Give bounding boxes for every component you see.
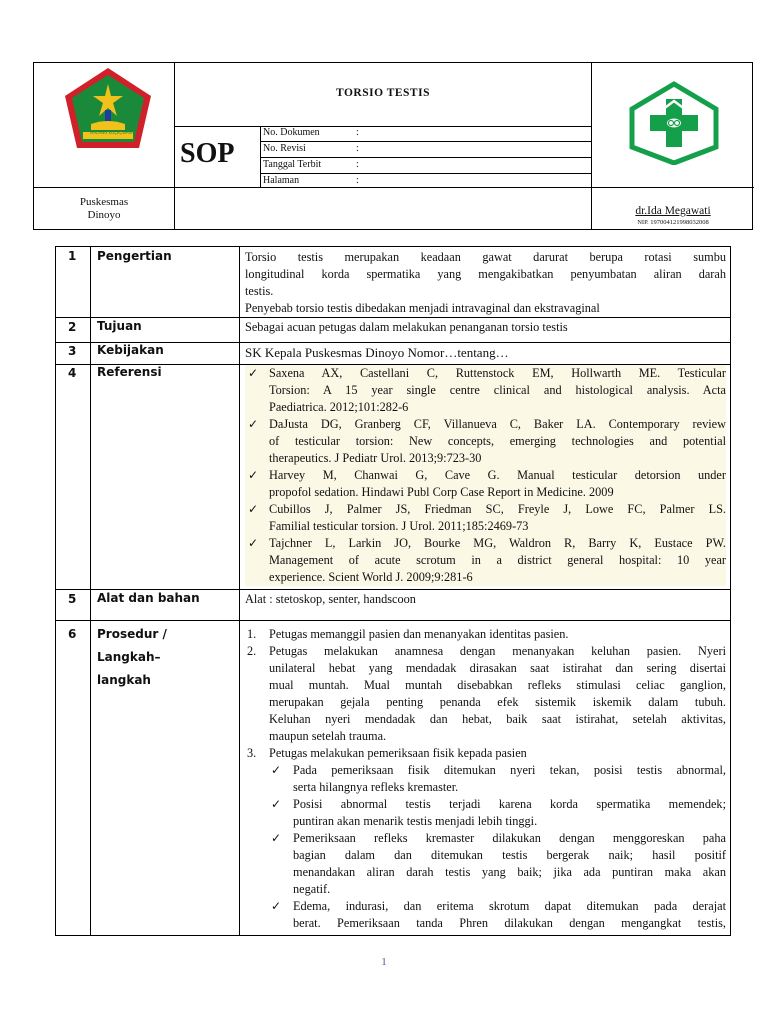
- check-icon: ✓: [248, 502, 259, 516]
- section-number: 4: [68, 366, 77, 380]
- sop-header-table: [33, 62, 753, 230]
- signatory-name: dr.Ida Megawati: [635, 205, 711, 217]
- policy-text: SK Kepala Puskesmas Dinoyo Nomor…tentang…: [245, 345, 509, 360]
- page-field: Halaman :: [263, 175, 359, 186]
- procedure-substep: ✓ Pada pemeriksaan fisik ditemukan nyeri tekan, posisi testis abnormal, serta hilangnya refleks kremaster.: [271, 763, 726, 794]
- purpose-text: Sebagai acuan petugas dalam melakukan penanganan torsio testis: [245, 320, 568, 334]
- equipment-text: Alat : stetoskop, senter, handscoon: [245, 592, 416, 606]
- section-label-alat-dan-bahan: Alat dan bahan: [97, 591, 200, 605]
- signatory-nip: NIP. 197004121998032008: [637, 219, 709, 226]
- page-number: 1: [381, 956, 387, 968]
- definition-text: Torsio testis merupakan keadaan gawat darurat berupa rotasi sumbu longitudinal korda spermatika yang mengakibatkan penyumbatan aliran darah testis. Penyebab torsio testis dibedakan menjadi intravaginal dan ekstravaginal: [245, 250, 726, 315]
- emblem-motto: MALANG KUÇEÇWARA: [90, 130, 134, 135]
- section-label-tujuan: Tujuan: [97, 319, 142, 333]
- procedure-substep: ✓ Posisi abnormal testis terjadi karena korda spermatika memendek; puntiran akan menarik testis menjadi lebih tinggi.: [271, 797, 726, 828]
- section-label-kebijakan: Kebijakan: [97, 343, 164, 357]
- puskesmas-logo: [628, 81, 720, 165]
- document-info-fields: [260, 126, 592, 189]
- signatory-block: [592, 205, 754, 226]
- reference-item: ✓ Saxena AX, Castellani C, Ruttenstock EM, Hollwarth ME. Testicular Torsion: A 15 year single centre clinical and histological analysis. Acta Paediatrica. 2012;101:282-6: [248, 366, 726, 414]
- check-icon: ✓: [271, 831, 282, 845]
- procedure-substep: ✓ Pemeriksaan refleks kremaster dilakukan dengan menggoreskan paha bagian dalam dan ditemukan testis bergerak naik; hasil positif menandakan aliran darah testis yang baik; jika ada puntiran maka akan negatif.: [271, 831, 726, 896]
- section-label-referensi: Referensi: [97, 365, 162, 379]
- check-icon: ✓: [271, 899, 282, 913]
- check-icon: ✓: [271, 763, 282, 777]
- check-icon: ✓: [248, 366, 259, 380]
- procedure-step: 3. Petugas melakukan pemeriksaan fisik kepada pasien: [247, 746, 527, 760]
- issue-date-field: Tanggal Terbit :: [260, 158, 592, 174]
- procedure-steps: [245, 626, 726, 932]
- document-title: TORSIO TESTIS: [336, 87, 430, 99]
- procedure-substep: ✓ Edema, indurasi, dan eritema skrotum dapat ditemukan pada derajat berat. Pemeriksaan tanda Phren dilakukan dengan mengangkat testis,: [271, 899, 726, 930]
- procedure-step: 2. Petugas melakukan anamnesa dengan menanyakan keluhan pasien. Nyeri unilateral hebat yang mendadak dirasakan saat istirahat dan sering disertai mual muntah. Mual muntah disebabkan refleks stimulasi celiac ganglion, merupakan gejala penting penanda efek sistemik iskemik dalam tubuh. Keluhan nyeri mendadak dan hebat, baik saat istirahat, setelah aktivitas, maupun setelah trauma.: [247, 644, 726, 743]
- reference-item: ✓ Cubillos J, Palmer JS, Friedman SC, Freyle J, Lowe FC, Palmer LS. Familial testicular torsion. J Urol. 2011;185:2469-73: [248, 502, 726, 533]
- check-icon: ✓: [248, 468, 259, 482]
- section-number: 6: [68, 627, 77, 641]
- reference-item: ✓ Tajchner L, Larkin JO, Bourke MG, Waldron R, Barry K, Eustace PW. Management of acute scrotum in a district general hospital: 10 year experience. Scient World J. 2009;9:281-6: [248, 536, 726, 584]
- section-number: 1: [68, 249, 77, 263]
- check-icon: ✓: [248, 417, 259, 431]
- sop-label: SOP: [180, 138, 235, 169]
- section-label-prosedur: Prosedur / Langkah– langkah: [97, 627, 167, 687]
- procedure-step: 1. Petugas memanggil pasien dan menanyakan identitas pasien.: [247, 627, 569, 641]
- institution-name: Puskesmas Dinoyo: [79, 196, 129, 221]
- check-icon: ✓: [248, 536, 259, 550]
- section-number: 2: [68, 320, 77, 334]
- check-icon: ✓: [271, 797, 282, 811]
- reference-list: [245, 365, 726, 586]
- reference-item: ✓ DaJusta DG, Granberg CF, Villanueva C, Baker LA. Contemporary review of testicular torsion: New concepts, emerging technologies and potential therapeutics. J Pediatr Urol. 2013;9:723-30: [248, 417, 726, 465]
- sop-content-table: [55, 246, 731, 936]
- reference-item: ✓ Harvey M, Chanwai G, Cave G. Manual testicular detorsion under propofol sedation. Hindawi Publ Corp Case Report in Medicine. 2009: [248, 468, 726, 499]
- malang-city-emblem: [61, 66, 155, 152]
- revision-number-field: No. Revisi :: [260, 142, 592, 158]
- section-number: 5: [68, 592, 77, 606]
- doc-number-field: No. Dokumen :: [260, 126, 592, 142]
- section-number: 3: [68, 344, 77, 358]
- section-label-pengertian: Pengertian: [97, 249, 172, 263]
